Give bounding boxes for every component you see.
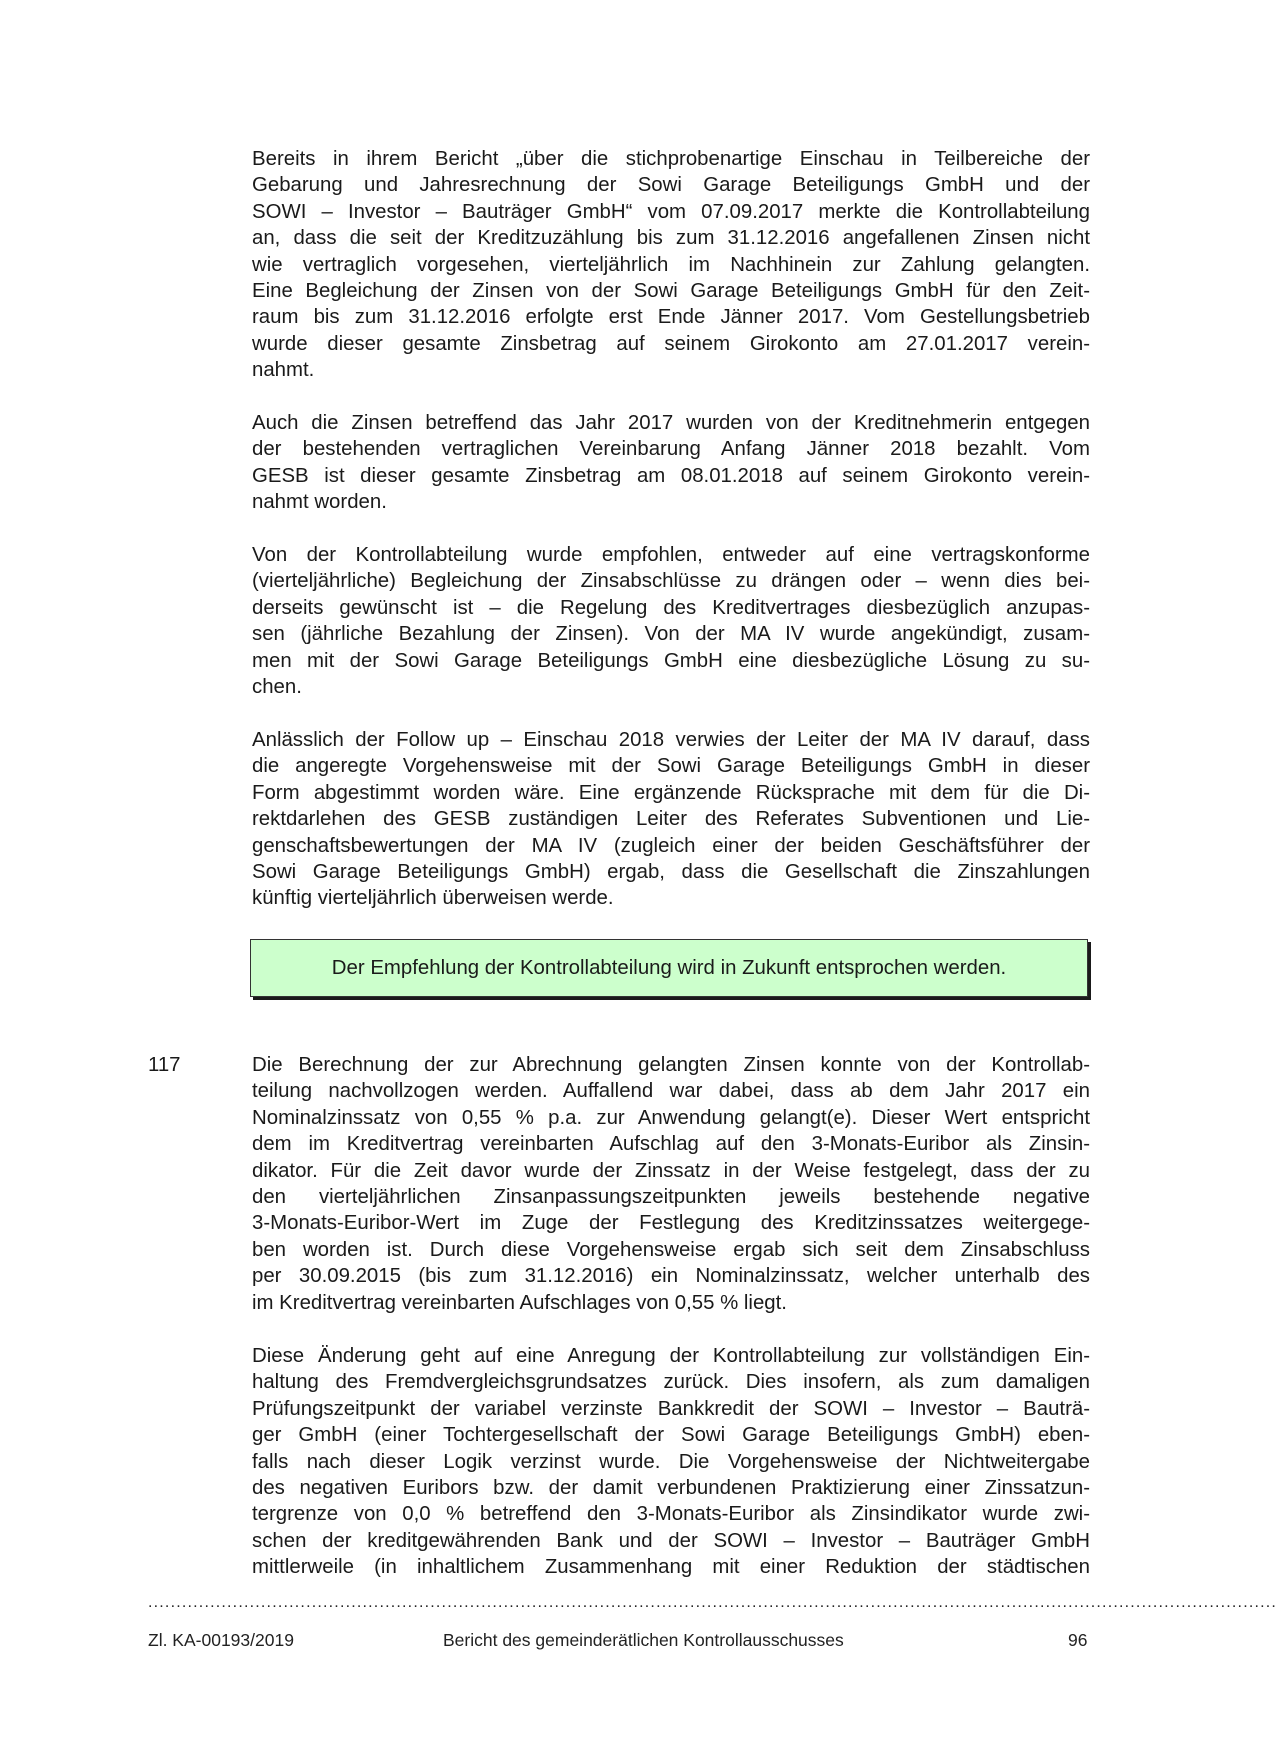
text-line: Die Berechnung der zur Abrechnung gelangten Zinsen konnte von der Kontrollab- — [252, 1054, 1090, 1076]
text-line: dem im Kreditvertrag vereinbarten Aufschlag auf den 3-Monats-Euribor als Zinsin- — [252, 1133, 1090, 1156]
section-number: 117 — [148, 1054, 181, 1076]
callout-text: Der Empfehlung der Kontrollabteilung wird in Zukunft entsprochen werden. — [331, 956, 1007, 979]
text-line: des negativen Euribors bzw. der damit verbundenen Praktizierung einer Zinssatzun- — [252, 1477, 1090, 1500]
text-line: Von der Kontrollabteilung wurde empfohlen, entweder auf eine vertragskonforme — [252, 544, 1090, 566]
text-line: SOWI – Investor – Bauträger GmbH“ vom 07.09.2017 merkte die Kontrollabteilung — [252, 200, 1090, 223]
text-line: rektdarlehen des GESB zuständigen Leiter des Referates Subventionen und Lie- — [252, 808, 1090, 831]
text-line: ger GmbH (einer Tochtergesellschaft der Sowi Garage Beteiligungs GmbH) eben- — [252, 1424, 1090, 1447]
paragraph-5 — [252, 1052, 1090, 1316]
text-line: Form abgestimmt worden wäre. Eine ergänzende Rücksprache mit dem für die Di- — [252, 781, 1090, 804]
text-line: die angeregte Vorgehensweise mit der Sowi Garage Beteiligungs GmbH in dieser — [252, 755, 1090, 778]
text-line: Bereits in ihrem Bericht „über die stichprobenartige Einschau in Teilbereiche der — [252, 148, 1090, 170]
paragraph-6 — [252, 1343, 1090, 1581]
footer-title: Bericht des gemeinderätlichen Kontrollausschusses — [443, 1630, 844, 1650]
text-line: an, dass die seit der Kreditzuzählung bis zum 31.12.2016 angefallenen Zinsen nicht — [252, 227, 1090, 250]
text-line: (vierteljährliche) Begleichung der Zinsabschlüsse zu drängen oder – wenn dies bei- — [252, 570, 1090, 593]
text-line: künftig vierteljährlich überweisen werde. — [252, 887, 614, 910]
page-number: 96 — [1068, 1630, 1088, 1650]
text-line: Nominalzinssatz von 0,55 % p.a. zur Anwendung gelangt(e). Dieser Wert entspricht — [252, 1106, 1090, 1129]
paragraph-1 — [252, 146, 1090, 384]
text-line: Auch die Zinsen betreffend das Jahr 2017 wurden von der Kreditnehmerin entgegen — [252, 412, 1090, 434]
text-line: wie vertraglich vorgesehen, vierteljährlich im Nachhinein zur Zahlung gelangten. — [252, 253, 1090, 276]
paragraph-3 — [252, 542, 1090, 700]
text-line: Sowi Garage Beteiligungs GmbH) ergab, dass die Gesellschaft die Zinszahlungen — [252, 861, 1090, 884]
recommendation-callout — [250, 939, 1088, 997]
text-line: Eine Begleichung der Zinsen von der Sowi Garage Beteiligungs GmbH für den Zeit- — [252, 280, 1090, 303]
text-line: wurde dieser gesamte Zinsbetrag auf seinem Girokonto am 27.01.2017 verein- — [252, 332, 1090, 355]
text-line: sen (jährliche Bezahlung der Zinsen). Von der MA IV wurde angekündigt, zusam- — [252, 623, 1090, 646]
text-line: schen der kreditgewährenden Bank und der SOWI – Investor – Bauträger GmbH — [252, 1529, 1090, 1552]
text-line: chen. — [252, 676, 302, 699]
text-line: tergrenze von 0,0 % betreffend den 3-Monats-Euribor als Zinsindikator wurde zwi- — [252, 1503, 1090, 1526]
text-line: Diese Änderung geht auf eine Anregung der Kontrollabteilung zur vollständigen Ein- — [252, 1345, 1090, 1367]
text-line: im Kreditvertrag vereinbarten Aufschlages von 0,55 % liegt. — [252, 1291, 787, 1314]
text-line: raum bis zum 31.12.2016 erfolgte erst Ende Jänner 2017. Vom Gestellungsbetrieb — [252, 306, 1090, 329]
text-line: per 30.09.2015 (bis zum 31.12.2016) ein Nominalzinssatz, welcher unterhalb des — [252, 1265, 1090, 1288]
footer-divider: ........................................................................................................................................................................................................ — [148, 1594, 1277, 1611]
text-line: mittlerweile (in inhaltlichem Zusammenhang mit einer Reduktion der städtischen — [252, 1556, 1090, 1579]
paragraph-2 — [252, 410, 1090, 516]
text-line: Anlässlich der Follow up – Einschau 2018 verwies der Leiter der MA IV darauf, dass — [252, 729, 1090, 751]
text-line: teilung nachvollzogen werden. Auffallend war dabei, dass ab dem Jahr 2017 ein — [252, 1080, 1090, 1103]
text-line: falls nach dieser Logik verzinst wurde. Die Vorgehensweise der Nichtweitergabe — [252, 1450, 1090, 1473]
text-line: ben worden ist. Durch diese Vorgehensweise ergab sich seit dem Zinsabschluss — [252, 1238, 1090, 1261]
text-line: men mit der Sowi Garage Beteiligungs GmbH eine diesbezügliche Lösung zu su- — [252, 649, 1090, 672]
paragraph-4 — [252, 727, 1090, 912]
text-line: derseits gewünscht ist – die Regelung des Kreditvertrages diesbezüglich anzupas- — [252, 596, 1090, 619]
text-line: Prüfungszeitpunkt der variabel verzinste Bankkredit der SOWI – Investor – Bauträ- — [252, 1397, 1090, 1420]
footer-reference: Zl. KA-00193/2019 — [148, 1630, 294, 1650]
text-line: 3-Monats-Euribor-Wert im Zuge der Festlegung des Kreditzinssatzes weitergege- — [252, 1212, 1090, 1235]
text-line: haltung des Fremdvergleichsgrundsatzes zurück. Dies insofern, als zum damaligen — [252, 1371, 1090, 1394]
text-line: dikator. Für die Zeit davor wurde der Zinssatz in der Weise festgelegt, dass der zu — [252, 1159, 1090, 1182]
text-line: Gebarung und Jahresrechnung der Sowi Garage Beteiligungs GmbH und der — [252, 174, 1090, 197]
text-line: genschaftsbewertungen der MA IV (zugleich einer der beiden Geschäftsführer der — [252, 834, 1090, 857]
text-line: den vierteljährlichen Zinsanpassungszeitpunkten jeweils bestehende negative — [252, 1186, 1090, 1209]
text-line: nahmt. — [252, 359, 315, 382]
text-line: der bestehenden vertraglichen Vereinbarung Anfang Jänner 2018 bezahlt. Vom — [252, 438, 1090, 461]
text-line: GESB ist dieser gesamte Zinsbetrag am 08.01.2018 auf seinem Girokonto verein- — [252, 464, 1090, 487]
text-line: nahmt worden. — [252, 491, 387, 514]
